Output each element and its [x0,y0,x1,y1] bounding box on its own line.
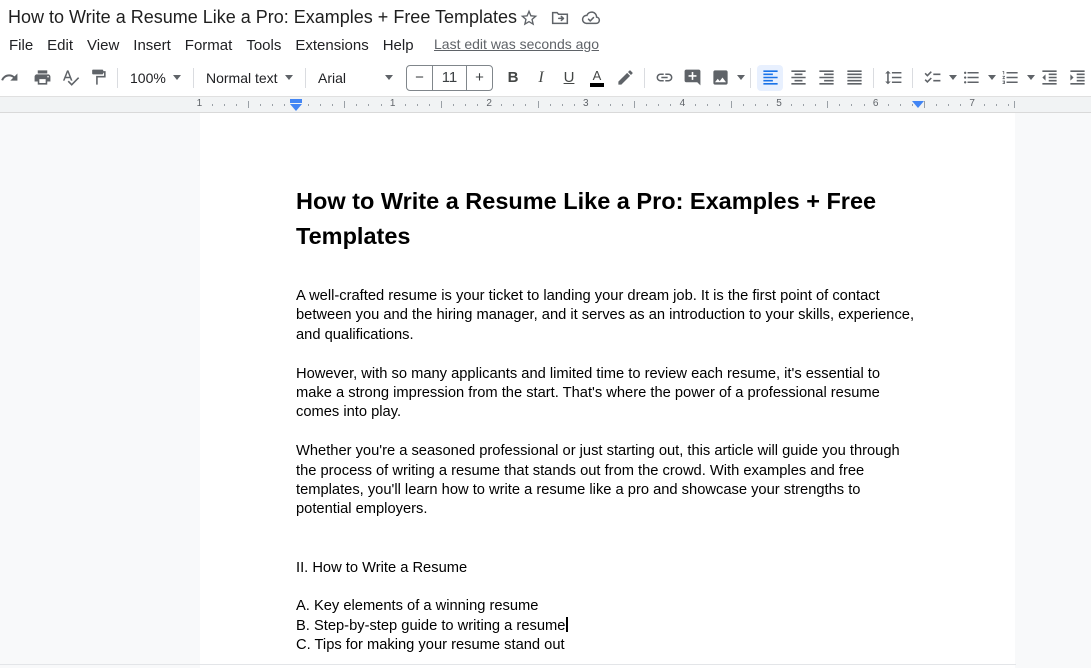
ruler-tick [284,104,285,106]
decrease-font-size-button[interactable]: − [415,69,424,86]
chevron-down-icon[interactable] [988,75,996,80]
ruler-number: 5 [776,98,782,109]
ruler-tick [236,104,237,106]
doc-paragraph[interactable]: C. Tips for making your resume stand out [296,637,565,654]
zoom-select[interactable]: 100% [123,65,188,91]
doc-paragraph[interactable]: II. How to Write a Resume [296,559,468,576]
align-center-icon[interactable] [785,65,811,91]
ruler-tick [465,104,466,106]
ruler-tick [368,104,369,106]
ruler-tick [996,104,997,106]
ruler-number: 3 [583,98,589,109]
underline-button[interactable]: U [563,69,575,86]
ruler-tick [405,104,406,106]
ruler-tick [755,104,756,106]
last-edit-link[interactable]: Last edit was seconds ago [434,36,599,52]
ruler-tick [767,104,768,106]
ruler-number: 4 [679,98,686,109]
ruler-tick [417,104,418,106]
ruler-tick [695,104,696,106]
star-icon[interactable] [519,8,539,28]
ruler-tick [272,104,273,106]
ruler-tick [538,101,539,108]
ruler-tick [936,104,937,106]
ruler-number: 1 [389,98,396,109]
ruler-tick [574,104,575,106]
doc-paragraph[interactable]: However, with so many applicants and limited time to review each resume, it's essential to make a strong impression from the start. That's where the power of a professional resume comes into play. [296,365,881,421]
ruler-tick [356,104,357,106]
increase-font-size-button[interactable]: + [475,69,484,86]
bulleted-list-icon[interactable] [958,65,984,91]
ruler-tick [248,101,249,108]
ruler-tick [344,101,345,108]
title-bar [0,0,1091,32]
insert-link-icon[interactable] [651,65,677,91]
spell-check-icon[interactable] [57,65,83,91]
ruler-tick [212,104,213,106]
font-size-value[interactable]: 11 [432,66,467,90]
bottom-divider [0,664,1016,665]
align-left-icon[interactable] [757,65,783,91]
doc-paragraph[interactable]: A well-crafted resume is your ticket to landing your dream job. It is the first point of contact between you and the hiring manager, and it serves as an introduction to your skills, experience, and qualifications. [296,288,915,343]
ruler-tick [1008,104,1009,106]
chevron-down-icon[interactable] [737,75,745,80]
ruler-tick [622,104,623,106]
left-indent-marker[interactable] [290,99,302,111]
ruler-tick [839,104,840,106]
doc-paragraph[interactable]: Whether you're a seasoned professional or just starting out, this article will guide you through the process of writing a resume that stands out from the crowd. With examples and free templates, you'll learn how to write a resume like a pro and showcase your strengths to potential employers. [296,443,900,518]
ruler-tick [670,104,671,106]
menu-item[interactable]: Tools [246,36,282,54]
chevron-down-icon[interactable] [949,75,957,80]
ruler-tick [429,104,430,106]
cloud-saved-icon[interactable] [581,8,601,28]
ruler-tick [1014,101,1015,108]
line-spacing-icon[interactable] [880,65,906,91]
bold-button[interactable]: B [507,69,519,86]
ruler-tick [827,101,828,108]
ruler-tick [960,104,961,106]
ruler-tick [864,104,865,106]
ruler-tick [900,104,901,106]
chevron-down-icon [285,75,293,80]
numbered-list-icon[interactable] [997,65,1023,91]
ruler-tick [308,104,309,106]
chevron-down-icon[interactable] [1027,75,1035,80]
ruler-number: 7 [969,98,975,109]
right-indent-marker[interactable] [912,101,924,108]
menu-item[interactable]: Extensions [295,36,369,54]
paragraph-style-select[interactable]: Normal text [199,65,300,91]
document-title[interactable]: How to Write a Resume Like a Pro: Examples + Free Templates [8,7,518,27]
print-icon[interactable] [29,65,55,91]
ruler-tick [815,104,816,106]
ruler-tick [888,104,889,106]
menu-item[interactable]: File [9,36,34,54]
ruler-tick [332,104,333,106]
justify-icon[interactable] [841,65,867,91]
ruler-tick [610,104,611,106]
ruler-tick [513,104,514,106]
font-select[interactable]: Arial [311,65,400,91]
doc-paragraph[interactable]: A. Key elements of a winning resume [296,598,539,615]
toolbar [0,59,1091,97]
ruler-tick [320,104,321,106]
document-canvas [0,113,1091,668]
ruler-tick [948,104,949,106]
checklist-icon[interactable] [919,65,945,91]
menu-item[interactable]: View [87,36,120,54]
doc-content [200,113,1015,656]
document-page[interactable] [200,113,1015,668]
ruler-number: 6 [872,98,879,109]
doc-heading[interactable]: How to Write a Resume Like a Pro: Examples + Free Templates [296,188,877,249]
menu-bar [2,33,421,57]
decrease-indent-icon[interactable] [1036,65,1062,91]
menu-item[interactable]: Format [184,36,233,54]
color-swatch [590,83,604,87]
ruler-tick [381,104,382,106]
ruler-tick [851,104,852,106]
ruler-tick [658,104,659,106]
align-right-icon[interactable] [813,65,839,91]
ruler-tick [707,104,708,106]
ruler-tick [731,101,732,108]
ruler-tick [646,104,647,106]
italic-button[interactable]: I [538,68,544,86]
ruler-number: 1 [196,98,203,109]
ruler-tick [224,104,225,106]
ruler-tick [477,104,478,106]
increase-indent-icon[interactable] [1064,65,1090,91]
ruler-tick [912,104,913,106]
ruler-tick [791,104,792,106]
add-comment-icon[interactable] [679,65,705,91]
ruler-tick [719,104,720,106]
ruler-tick [562,104,563,106]
ruler-tick [984,104,985,106]
ruler-tick [453,104,454,106]
doc-paragraph[interactable]: B. Step-by-step guide to writing a resume [296,617,919,636]
insert-image-icon[interactable] [707,65,733,91]
menu-item[interactable]: Help [382,36,414,54]
ruler-tick [260,104,261,106]
chevron-down-icon [173,75,181,80]
menu-item[interactable]: Insert [133,36,171,54]
chevron-down-icon [385,75,393,80]
ruler-tick [924,101,925,108]
move-to-folder-icon[interactable] [550,8,570,28]
highlight-color-button[interactable] [612,65,638,91]
ruler-number: 2 [486,98,492,109]
ruler-tick [525,104,526,106]
text-color-button[interactable]: A [584,65,610,91]
ruler-tick [501,104,502,106]
ruler-tick [550,104,551,106]
menu-item[interactable]: Edit [47,36,74,54]
ruler-tick [634,101,635,108]
ruler-tick [803,104,804,106]
redo-icon[interactable] [1,65,27,91]
paint-format-icon[interactable] [85,65,111,91]
ruler-tick [743,104,744,106]
ruler-tick [598,104,599,106]
font-size-control [406,65,493,91]
text-cursor [566,617,568,632]
horizontal-ruler[interactable] [0,97,1091,113]
ruler-tick [441,101,442,108]
